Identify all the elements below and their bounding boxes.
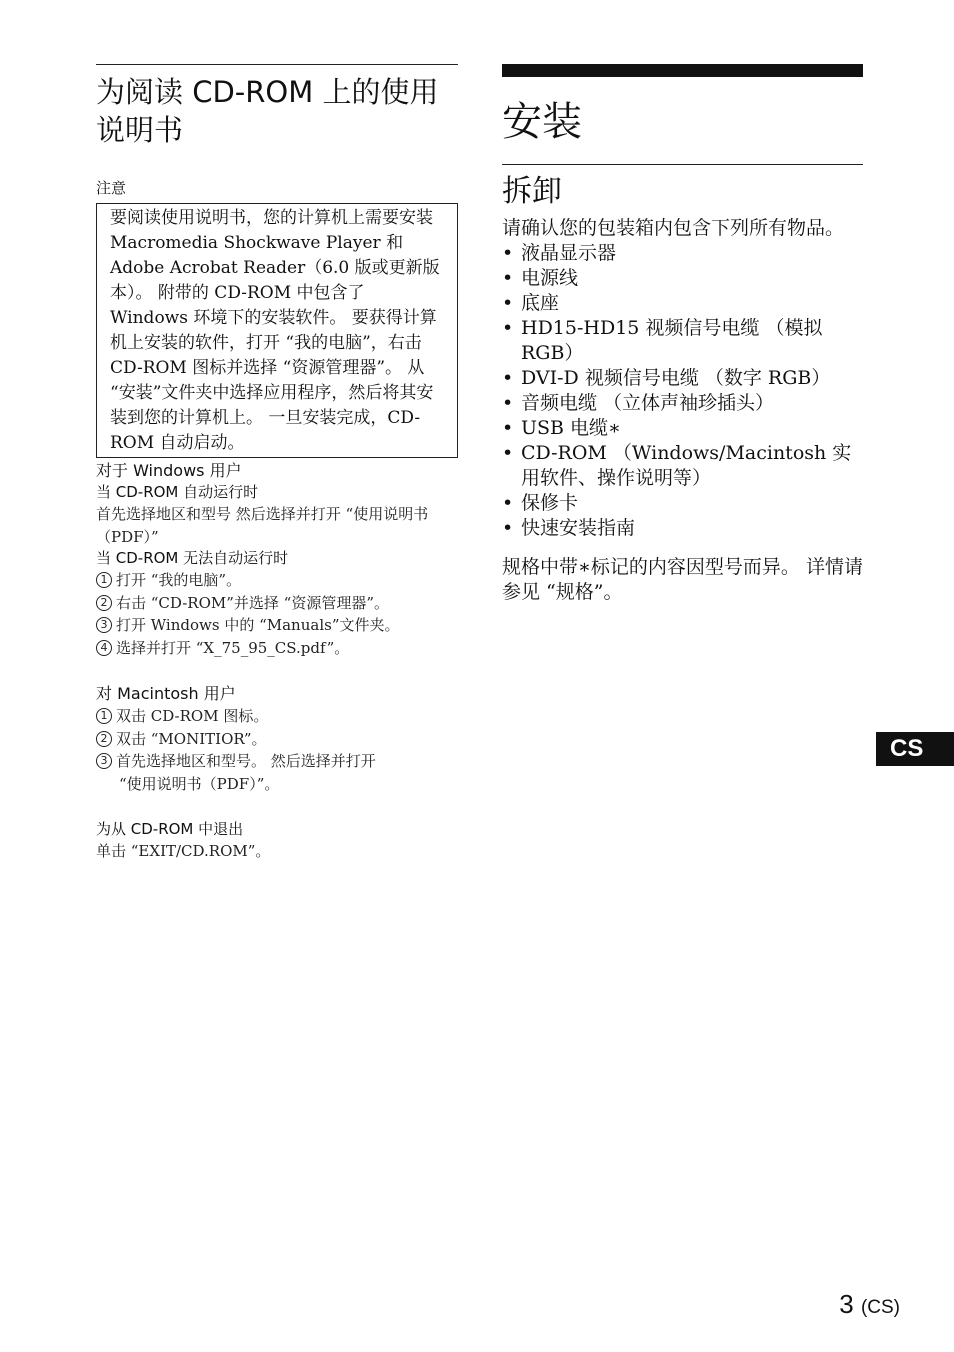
mac-step-2	[96, 728, 458, 751]
list-item: • USB 电缆∗	[502, 417, 621, 439]
mac-step-1-text: 双击 CD-ROM 图标。	[116, 707, 269, 725]
step-number-3: 3	[96, 617, 112, 633]
page-number	[839, 1289, 900, 1320]
section-rule	[502, 164, 863, 165]
cdrom-manual-heading: 为阅读 CD-ROM 上的使用说明书	[96, 75, 439, 147]
step-number-2: 2	[96, 731, 112, 747]
mac-users-heading: 对 Macintosh 用户	[96, 684, 236, 703]
unpacking-heading: 拆卸	[502, 174, 562, 209]
windows-step-1-text: 打开 “我的电脑”。	[116, 571, 242, 589]
right-column	[502, 64, 863, 605]
left-column	[96, 64, 458, 863]
model-footnote: 规格中带∗标记的内容因型号而异。 详情请参见 “规格”。	[502, 556, 863, 603]
mac-step-3-text: 首先选择地区和型号。 然后选择并打开	[116, 752, 376, 770]
exit-text: 单击 “EXIT/CD.ROM”。	[96, 842, 271, 860]
autorun-heading: 当 CD-ROM 自动运行时	[96, 483, 259, 501]
step-number-4: 4	[96, 640, 112, 656]
windows-step-1	[96, 569, 458, 592]
list-item: • 电源线	[502, 267, 579, 289]
windows-step-3-text: 打开 Windows 中的 “Manuals”文件夹。	[116, 616, 400, 634]
list-item: • 快速安装指南	[502, 517, 636, 539]
mac-step-3-continuation: “使用说明书（PDF）”。	[119, 774, 280, 793]
step-number-3: 3	[96, 753, 112, 769]
windows-step-2	[96, 592, 458, 615]
exit-heading: 为从 CD-ROM 中退出	[96, 820, 244, 838]
mac-step-3	[96, 750, 458, 773]
package-contents-list	[502, 241, 863, 541]
unpacking-intro: 请确认您的包装箱内包含下列所有物品。	[502, 217, 845, 239]
list-item: • 音频电缆 （立体声袖珍插头）	[502, 392, 775, 414]
no-autorun-heading: 当 CD-ROM 无法自动运行时	[96, 549, 289, 567]
top-rule	[96, 64, 458, 65]
step-number-1: 1	[96, 572, 112, 588]
list-item: • HD15-HD15 视频信号电缆 （模拟 RGB）	[502, 317, 823, 364]
step-number-1: 1	[96, 708, 112, 724]
mac-step-1	[96, 705, 458, 728]
list-item: • 液晶显示器	[502, 242, 617, 264]
windows-users-heading: 对于 Windows 用户	[96, 461, 242, 480]
windows-step-4	[96, 637, 458, 660]
list-item: • 底座	[502, 292, 560, 314]
page-number-suffix: (CS)	[860, 1297, 900, 1318]
autorun-text: 首先选择地区和型号 然后选择并打开 “使用说明书（PDF）”	[96, 505, 429, 546]
list-item: • CD-ROM （Windows/Macintosh 实用软件、操作说明等）	[502, 442, 852, 489]
language-tab: CS	[876, 732, 954, 766]
windows-step-4-text: 选择并打开 “X_75_95_CS.pdf”。	[116, 638, 350, 657]
page-number-value: 3	[839, 1289, 854, 1319]
note-label: 注意	[96, 179, 127, 197]
mac-step-2-text: 双击 “MONITIOR”。	[116, 729, 267, 748]
step-number-2: 2	[96, 595, 112, 611]
windows-step-3	[96, 614, 458, 637]
note-box: 要阅读使用说明书，您的计算机上需要安装 Macromedia Shockwave Player 和 Adobe Acrobat Reader（6.0 版或更新版本）。 附带的 CD-ROM 中包含了 Windows 环境下的安装软件。 要获得计算机上安装的软件，打开 “我的电脑”，右击 CD-ROM 图标并选择 “资源管理器”。 从 “安装”文件夹中选择应用程序，然后将其安装到您的计算机上。 一旦安装完成，CD-ROM 自动启动。	[96, 203, 458, 458]
installation-title: 安装	[502, 99, 582, 145]
section-bar	[502, 64, 863, 77]
list-item: • 保修卡	[502, 492, 579, 514]
windows-step-2-text: 右击 “CD-ROM”并选择 “资源管理器”。	[116, 593, 390, 612]
list-item: • DVI-D 视频信号电缆 （数字 RGB）	[502, 367, 831, 389]
